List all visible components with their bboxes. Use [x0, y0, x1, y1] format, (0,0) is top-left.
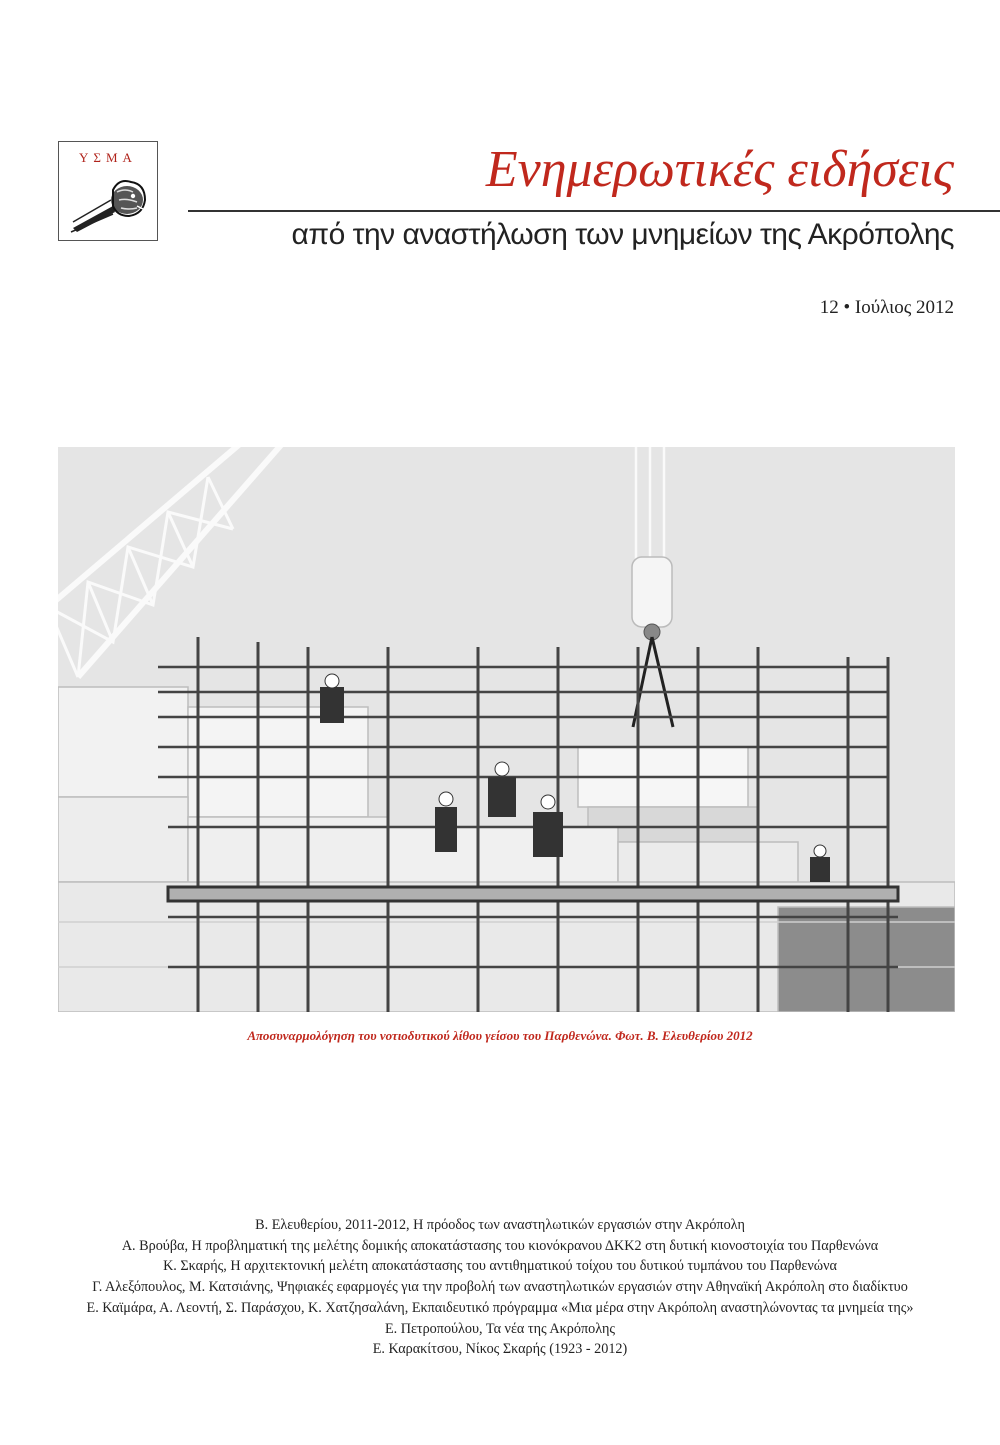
newsletter-title: Ενημερωτικές ειδήσεις	[485, 141, 954, 198]
contents-item: Ε. Καϊμάρα, Α. Λεοντή, Σ. Παράσχου, Κ. Χατζησαλάνη, Εκπαιδευτικό πρόγραμμα «Μια μέρα στην Ακρόπολη αναστηλώνοντας τα μνημεία της»	[86, 1299, 914, 1316]
contents-item: Ε. Πετροπούλου, Τα νέα της Ακρόπολης	[384, 1320, 616, 1337]
newsletter-subtitle: από την αναστήλωση των μνημείων της Ακρόπολης	[291, 218, 954, 251]
header-rule	[188, 210, 1000, 212]
contents-item: Ε. Καρακίτσου, Νίκος Σκαρής (1923 - 2012)	[372, 1341, 628, 1358]
contents-item: Α. Βρούβα, Η προβληματική της μελέτης δομικής αποκατάστασης του κιονόκρανου ΔΚΚ2 στη δυτική κιονοστοιχία του Παρθενώνα	[121, 1237, 879, 1254]
table-of-contents	[0, 1215, 1000, 1360]
scaffolding-photo-illustration	[58, 447, 955, 1012]
contents-item: Κ. Σκαρής, Η αρχιτεκτονική μελέτη αποκατάστασης του αντιθηματικού τοίχου του δυτικού τυμπάνου του Παρθενώνα	[163, 1258, 837, 1275]
cover-photo	[58, 447, 955, 1012]
logo-text: ΥΣΜΑ	[79, 150, 137, 165]
ysma-logo	[58, 141, 158, 241]
lion-head-icon	[69, 170, 149, 234]
issue-date: 12 • Ιούλιος 2012	[819, 297, 954, 318]
contents-item: Γ. Αλεξόπουλος, Μ. Κατσιάνης, Ψηφιακές εφαρμογές για την προβολή των αναστηλωτικών εργασιών στην Αθηναϊκή Ακρόπολη στο διαδίκτυο	[92, 1279, 908, 1296]
photo-caption: Αποσυναρμολόγηση του νοτιοδυτικού λίθου γείσου του Παρθενώνα. Φωτ. Β. Ελευθερίου 2012	[247, 1028, 753, 1043]
contents-item: Β. Ελευθερίου, 2011-2012, Η πρόοδος των αναστηλωτικών εργασιών στην Ακρόπολη	[255, 1217, 745, 1233]
